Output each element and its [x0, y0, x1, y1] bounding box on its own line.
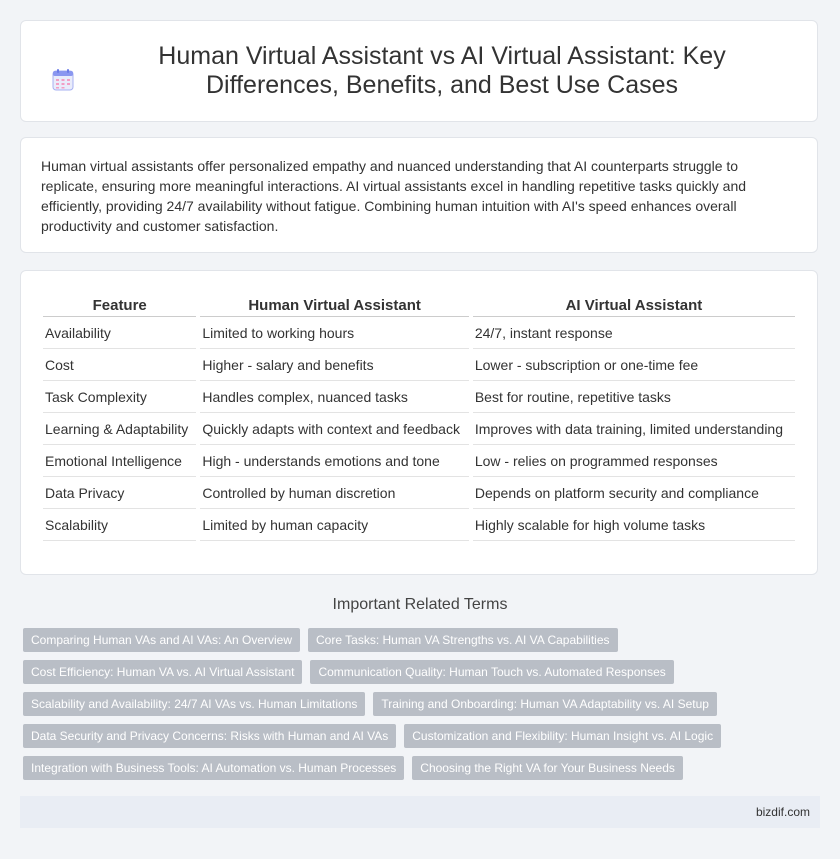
comparison-table [39, 293, 799, 541]
related-terms-list [23, 628, 823, 788]
table-row [43, 349, 795, 381]
table-cell: Cost [43, 349, 196, 381]
table-cell: Higher - salary and benefits [200, 349, 468, 381]
page-title: Human Virtual Assistant vs AI Virtual Assistant: Key Differences, Benefits, and Best Use Cases [158, 42, 726, 99]
related-term-tag[interactable]: Comparing Human VAs and AI VAs: An Overview [23, 628, 300, 652]
related-term-tag[interactable]: Integration with Business Tools: AI Automation vs. Human Processes [23, 756, 404, 780]
table-cell: Handles complex, nuanced tasks [200, 381, 468, 413]
related-term-tag[interactable]: Scalability and Availability: 24/7 AI VAs vs. Human Limitations [23, 692, 365, 716]
related-term-tag[interactable]: Data Security and Privacy Concerns: Risks with Human and AI VAs [23, 724, 396, 748]
table-cell: 24/7, instant response [473, 317, 795, 349]
table-cell: Limited to working hours [200, 317, 468, 349]
table-cell: Availability [43, 317, 196, 349]
table-row [43, 381, 795, 413]
table-cell: Data Privacy [43, 477, 196, 509]
footer [20, 796, 820, 828]
table-row [43, 477, 795, 509]
table-cell: Scalability [43, 509, 196, 541]
related-terms-heading: Important Related Terms [332, 596, 508, 613]
header-card [20, 20, 818, 122]
table-cell: Highly scalable for high volume tasks [473, 509, 795, 541]
table-cell: Low - relies on programmed responses [473, 445, 795, 477]
table-row [43, 445, 795, 477]
calendar-icon [51, 68, 75, 92]
table-cell: Best for routine, repetitive tasks [473, 381, 795, 413]
related-term-tag[interactable]: Training and Onboarding: Human VA Adaptability vs. AI Setup [373, 692, 717, 716]
table-cell: Task Complexity [43, 381, 196, 413]
table-cell: Quickly adapts with context and feedback [200, 413, 468, 445]
table-cell: Lower - subscription or one-time fee [473, 349, 795, 381]
table-row [43, 317, 795, 349]
summary-text: Human virtual assistants offer personalized empathy and nuanced understanding that AI counterparts struggle to replicate, ensuring more meaningful interactions. AI virtual assistants excel in handling repetitive tasks quickly and efficiently, providing 24/7 availability without fatigue. Combining human intuition with AI's speed enhances overall productivity and customer satisfaction. [41, 158, 747, 234]
table-cell: Depends on platform security and compliance [473, 477, 795, 509]
column-header: AI Virtual Assistant [473, 293, 795, 317]
footer-brand[interactable]: bizdif.com [755, 805, 810, 819]
comparison-card [20, 270, 818, 575]
related-term-tag[interactable]: Cost Efficiency: Human VA vs. AI Virtual Assistant [23, 660, 302, 684]
related-term-tag[interactable]: Customization and Flexibility: Human Insight vs. AI Logic [404, 724, 721, 748]
related-term-tag[interactable]: Communication Quality: Human Touch vs. Automated Responses [310, 660, 673, 684]
table-header-row [43, 293, 795, 317]
table-cell: High - understands emotions and tone [200, 445, 468, 477]
table-cell: Controlled by human discretion [200, 477, 468, 509]
table-cell: Emotional Intelligence [43, 445, 196, 477]
table-cell: Limited by human capacity [200, 509, 468, 541]
table-row [43, 413, 795, 445]
related-term-tag[interactable]: Choosing the Right VA for Your Business Needs [412, 756, 683, 780]
related-term-tag[interactable]: Core Tasks: Human VA Strengths vs. AI VA Capabilities [308, 628, 617, 652]
table-cell: Learning & Adaptability [43, 413, 196, 445]
summary-card [20, 137, 818, 253]
column-header: Feature [43, 293, 196, 317]
table-row [43, 509, 795, 541]
column-header: Human Virtual Assistant [200, 293, 468, 317]
table-cell: Improves with data training, limited understanding [473, 413, 795, 445]
